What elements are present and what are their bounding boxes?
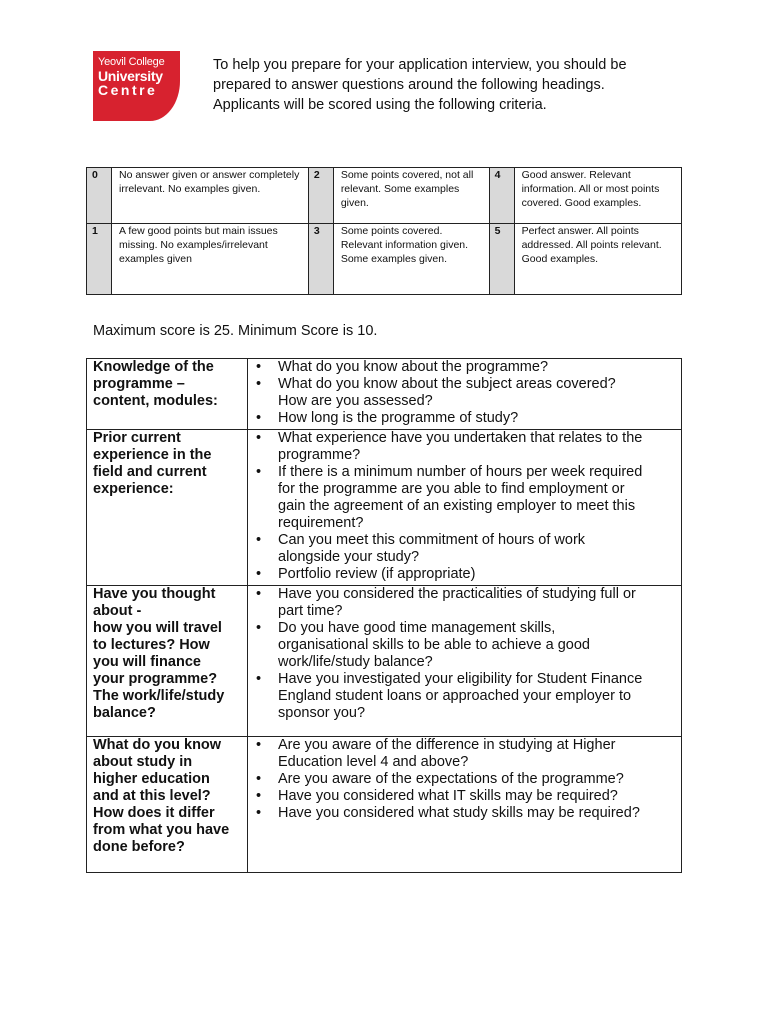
heading-line: content, modules:	[93, 393, 218, 409]
score-cell: 1	[87, 224, 112, 295]
criteria-row	[87, 168, 682, 224]
heading-line: field and current	[93, 464, 207, 480]
question-list-cell	[248, 430, 682, 586]
question-row	[87, 430, 682, 586]
question-item: • What do you know about the programme?	[256, 359, 549, 375]
question-heading	[87, 737, 248, 873]
question-item: • Have you considered what IT skills may be required?	[256, 788, 618, 804]
question-heading	[87, 586, 248, 737]
bullet-icon: •	[256, 671, 262, 687]
bullet-icon: •	[256, 359, 262, 375]
heading-line: about study in	[93, 754, 193, 770]
question-item: • How long is the programme of study?	[256, 410, 519, 426]
bullet-icon: •	[256, 737, 262, 753]
bullet-icon: •	[256, 376, 262, 392]
score-cell: 0	[87, 168, 112, 224]
score-cell: 2	[308, 168, 333, 224]
criteria-row	[87, 224, 682, 295]
question-item: • Have you considered the practicalities of studying full or part time?	[256, 586, 636, 619]
logo-line-2: University	[98, 68, 163, 84]
score-cell: 4	[489, 168, 514, 224]
heading-line: Prior current	[93, 430, 181, 446]
score-cell: 5	[489, 224, 514, 295]
question-item: • What experience have you undertaken that relates to the programme?	[256, 430, 643, 463]
heading-line: What do you know	[93, 737, 222, 753]
question-item: • Have you investigated your eligibility for Student Finance England student loans or approached your employer to sponsor you?	[256, 671, 643, 721]
intro-paragraph	[213, 55, 683, 115]
heading-line: The work/life/study	[93, 688, 225, 704]
heading-line: you will finance	[93, 654, 201, 670]
interview-questions-table	[86, 358, 682, 873]
question-item: • Are you aware of the expectations of the programme?	[256, 771, 624, 787]
question-list	[254, 586, 671, 722]
question-item: • Have you considered what study skills may be required?	[256, 805, 640, 821]
score-cell: 3	[308, 224, 333, 295]
heading-line: from what you have	[93, 822, 230, 838]
question-list	[254, 737, 671, 822]
question-heading	[87, 359, 248, 430]
intro-line: prepared to answer questions around the following headings.	[213, 77, 605, 93]
heading-line: your programme?	[93, 671, 218, 687]
question-heading	[87, 430, 248, 586]
heading-line: to lectures? How	[93, 637, 210, 653]
bullet-icon: •	[256, 532, 262, 548]
bullet-icon: •	[256, 566, 262, 582]
question-row	[87, 737, 682, 873]
bullet-icon: •	[256, 805, 262, 821]
heading-line: higher education	[93, 771, 210, 787]
criteria-description: Some points covered, not all relevant. Some examples given.	[333, 168, 489, 224]
heading-line: Knowledge of the	[93, 359, 214, 375]
criteria-description: Good answer. Relevant information. All or most points covered. Good examples.	[514, 168, 681, 224]
question-item: • If there is a minimum number of hours per week required for the programme are you able to find employment or gain the agreement of an existing employer to meet this requirement?	[256, 464, 643, 531]
bullet-icon: •	[256, 586, 262, 602]
question-item: • What do you know about the subject areas covered? How are you assessed?	[256, 376, 616, 409]
question-list-cell	[248, 586, 682, 737]
question-item: • Can you meet this commitment of hours of work alongside your study?	[256, 532, 586, 565]
criteria-description: No answer given or answer completely irrelevant. No examples given.	[112, 168, 309, 224]
bullet-icon: •	[256, 464, 262, 480]
logo-line-1: Yeovil College	[98, 56, 165, 68]
college-logo	[93, 51, 180, 121]
heading-line: how you will travel	[93, 620, 222, 636]
criteria-description: A few good points but main issues missing. No examples/irrelevant examples given	[112, 224, 309, 295]
scoring-criteria-table	[86, 167, 682, 295]
heading-line: done before?	[93, 839, 185, 855]
heading-line: experience:	[93, 481, 174, 497]
heading-line: about -	[93, 603, 142, 619]
question-list	[254, 359, 671, 427]
question-item: • Are you aware of the difference in studying at Higher Education level 4 and above?	[256, 737, 616, 770]
bullet-icon: •	[256, 430, 262, 446]
heading-line: experience in the	[93, 447, 212, 463]
question-list	[254, 430, 671, 583]
bullet-icon: •	[256, 788, 262, 804]
question-row	[87, 586, 682, 737]
question-list-cell	[248, 359, 682, 430]
bullet-icon: •	[256, 620, 262, 636]
bullet-icon: •	[256, 410, 262, 426]
question-item: • Do you have good time management skills, organisational skills to be able to achieve a good work/life/study balance?	[256, 620, 590, 670]
heading-line: Have you thought	[93, 586, 216, 602]
heading-line: programme –	[93, 376, 185, 392]
heading-line: How does it differ	[93, 805, 215, 821]
question-item: • Portfolio review (if appropriate)	[256, 566, 476, 582]
criteria-description: Perfect answer. All points addressed. All points relevant. Good examples.	[514, 224, 681, 295]
bullet-icon: •	[256, 771, 262, 787]
criteria-description: Some points covered. Relevant information given. Some examples given.	[333, 224, 489, 295]
score-range-note: Maximum score is 25. Minimum Score is 10.	[93, 323, 378, 339]
heading-line: balance?	[93, 705, 156, 721]
question-row	[87, 359, 682, 430]
intro-line: To help you prepare for your application interview, you should be	[213, 57, 627, 73]
intro-line: Applicants will be scored using the following criteria.	[213, 97, 547, 113]
logo-line-3: Centre	[98, 82, 158, 98]
question-list-cell	[248, 737, 682, 873]
heading-line: and at this level?	[93, 788, 211, 804]
